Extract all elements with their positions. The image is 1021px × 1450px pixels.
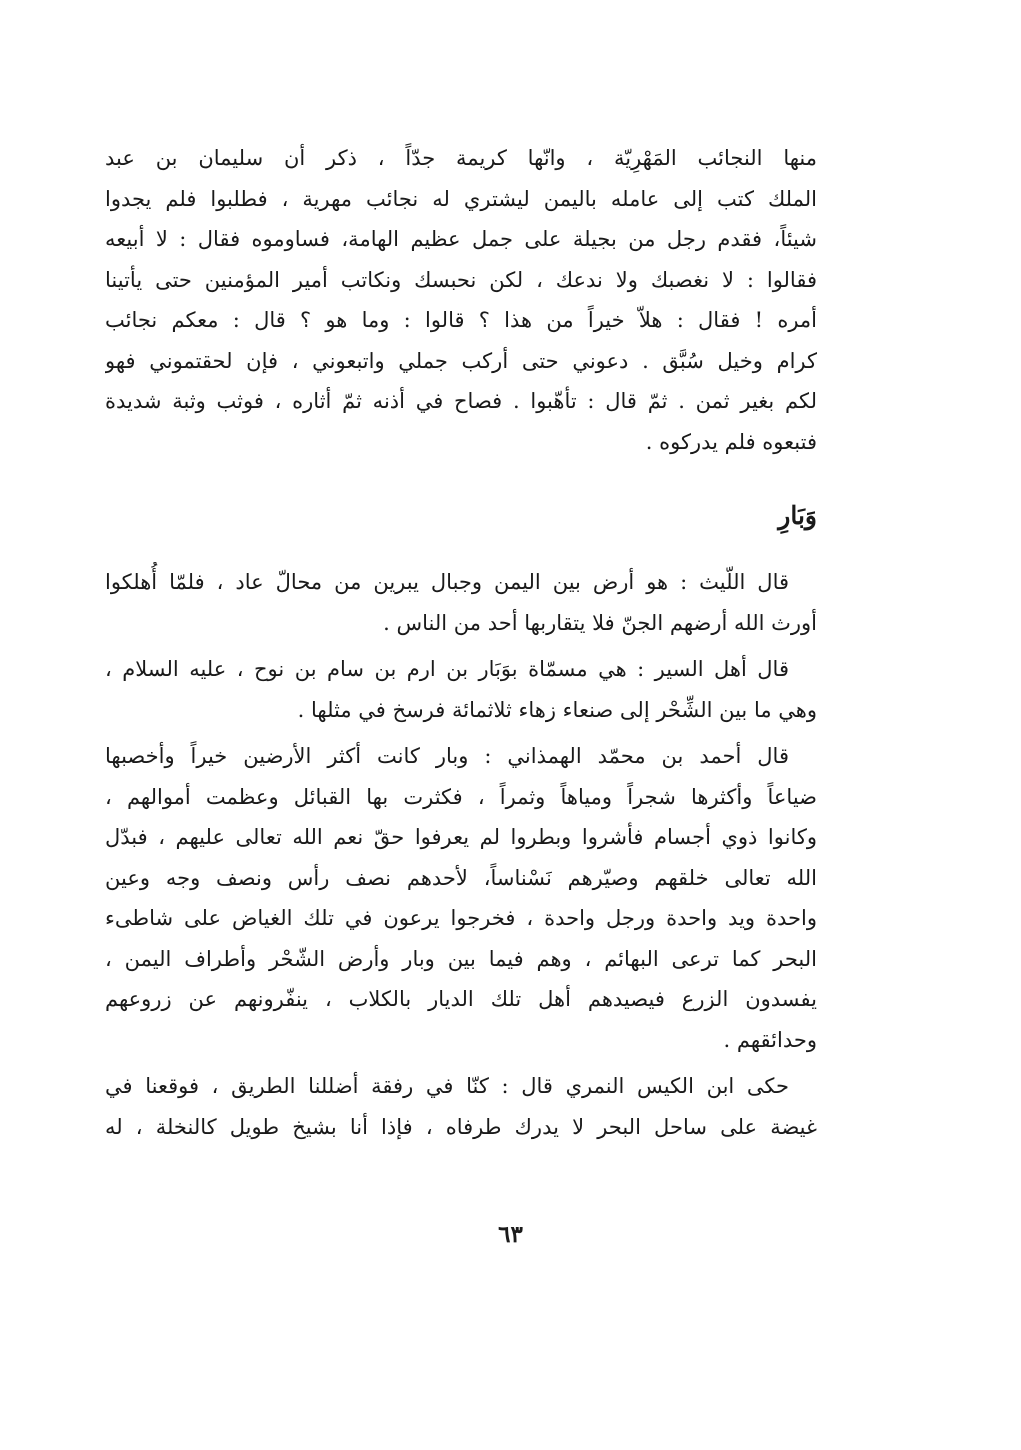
text-line: ضياعاً وأكثرها شجراً ومياهاً وثمراً ، فكثرت بها القبائل وعظمت أموالهم ، (105, 784, 817, 809)
text-line: كرام وخيل سُبَّق . دعوني حتى أركب جملي واتبعوني ، فإن لحقتموني فهو (105, 348, 817, 373)
text-line: يفسدون الزرع فيصيدهم أهل تلك الديار بالكلاب ، ينفّرونهم عن زروعهم (105, 987, 817, 1011)
section-heading: وَبَارِ (778, 501, 817, 530)
text-line: وكانوا ذوي أجسام فأشروا وبطروا لم يعرفوا حقّ نعم الله تعالى عليهم ، فبدّل (105, 825, 817, 849)
text-line: وهي ما بين الشِّحْر إلى صنعاء زهاء ثلاثمائة فرسخ في مثلها . (297, 697, 817, 722)
text-line: غيضة على ساحل البحر لا يدرك طرفاه ، فإذا أنا بشيخ طويل كالنخلة ، له (105, 1114, 817, 1139)
paragraph-layth (105, 562, 817, 643)
paragraph-hamadhani (105, 736, 817, 1060)
text-line: منها النجائب المَهْرِيّة ، وانّها كريمة جدّاً ، ذكر أن سليمان بن عبد (105, 146, 817, 170)
text-line: فتبعوه فلم يدركوه . (645, 429, 817, 454)
text-line: أمره ! فقال : هلاّ خيراً من هذا ؟ قالوا : وما هو ؟ قال : معكم نجائب (105, 308, 817, 332)
paragraph-text (105, 562, 817, 643)
text-line: حكى ابن الكيس النمري قال : كنّا في رفقة أضللنا الطريق ، فوقعنا في (105, 1074, 789, 1098)
text-line: الملك كتب إلى عامله باليمن ليشتري له نجائب مهرية ، فطلبوا فلم يجدوا (105, 186, 817, 211)
page-body (105, 138, 817, 1153)
paragraph-text (105, 736, 817, 1060)
text-line: الله تعالى خلقهم وصيّرهم نَسْناساً، لأحدهم نصف رأس ونصف وجه وعين (105, 865, 817, 890)
paragraph-mahriya (105, 138, 817, 462)
text-line: لكم بغير ثمن . ثمّ قال : تأهّبوا . فصاح في أذنه ثمّ أثاره ، فوثب وثبة شديدة (105, 389, 817, 413)
paragraph-kays (105, 1066, 817, 1147)
text-line: شيئاً، فقدم رجل من بجيلة على جمل عظيم الهامة، فساوموه فقال : لا أبيعه (105, 227, 817, 251)
text-line: فقالوا : لا نغصبك ولا ندعك ، لكن نحبسك ونكاتب أمير المؤمنين حتى يأتينا (105, 267, 817, 292)
text-line: واحدة ويد واحدة ورجل واحدة ، فخرجوا يرعون في تلك الغياض على شاطىء (105, 906, 817, 930)
text-line: البحر كما ترعى البهائم ، وهم فيما بين وبار وأرض الشّحْر وأطراف اليمن ، (105, 946, 817, 971)
text-line: قال أهل السير : هي مسمّاة بوَبَار بن ارم بن سام بن نوح ، عليه السلام ، (105, 657, 789, 681)
paragraph-text (105, 138, 817, 462)
text-line: قال أحمد بن محمّد الهمذاني : وبار كانت أكثر الأرضين خيراً وأخصبها (105, 744, 789, 768)
text-line: قال اللّيث : هو أرض بين اليمن وجبال يبرين من محالّ عاد ، فلمّا أُهلكوا (105, 570, 789, 594)
page-number: ٦٣ (498, 1221, 523, 1248)
paragraph-text (105, 649, 817, 730)
text-line: وحدائقهم . (723, 1027, 817, 1052)
text-line: أورث الله أرضهم الجنّ فلا يتقاربها أحد من الناس . (383, 610, 817, 635)
paragraph-siyar (105, 649, 817, 730)
paragraph-text (105, 1066, 817, 1147)
